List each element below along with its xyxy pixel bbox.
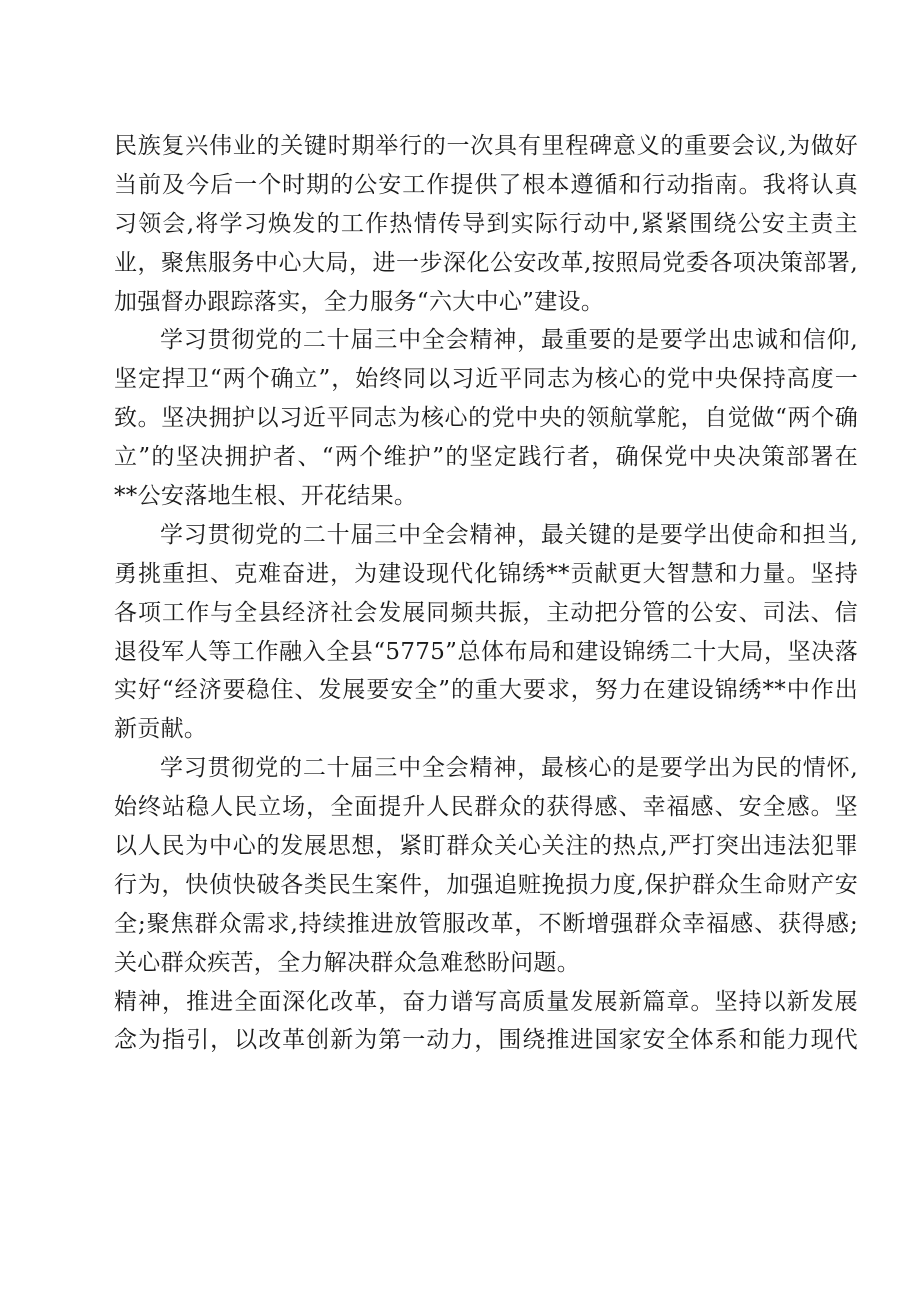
text-line: 业，聚焦服务中心大局，进一步深化公安改革,按照局党委各项决策部署, [114,249,858,276]
text-line: 当前及今后一个时期的公安工作提供了根本遵循和行动指南。我将认真 [114,171,858,198]
text-line: 习领会,将学习焕发的工作热情传导到实际行动中,紧紧围绕公安主责主 [114,210,858,237]
text-line: 念为指引，以改革创新为第一动力，围绕推进国家安全体系和能力现代 [114,1027,858,1054]
text-line: 新贡献。 [114,716,208,743]
body-text [114,127,858,1060]
text-line: 全;聚焦群众需求,持续推进放管服改革，不断增强群众幸福感、获得感; [114,910,858,937]
text-line: 立”的坚决拥护者、“两个维护”的坚定践行者，确保党中央决策部署在 [114,444,858,471]
text-line: 以人民为中心的发展思想，紧盯群众关心关注的热点,严打突出违法犯罪 [114,833,858,860]
text-line: **公安落地生根、开花结果。 [114,483,418,510]
text-line: 精神，推进全面深化改革，奋力谱写高质量发展新篇章。坚持以新发展 [114,988,858,1015]
text-line: 加强督办跟踪落实，全力服务“六大中心”建设。 [114,288,605,315]
text-line: 民族复兴伟业的关键时期举行的一次具有里程碑意义的重要会议,为做好 [114,133,858,159]
text-line: 始终站稳人民立场，全面提升人民群众的获得感、幸福感、安全感。坚 [114,794,858,821]
text-line: 学习贯彻党的二十届三中全会精神，最关键的是要学出使命和担当, [160,521,858,548]
text-line: 学习贯彻党的二十届三中全会精神，最重要的是要学出忠诚和信仰, [160,327,858,354]
text-line: 实好“经济要稳住、发展要安全”的重大要求，努力在建设锦绣**中作出 [114,677,858,704]
text-line: 坚定捍卫“两个确立”，始终同以习近平同志为核心的党中央保持高度一 [114,366,858,393]
text-line: 行为，快侦快破各类民生案件，加强追赃挽损力度,保护群众生命财产安 [114,871,858,898]
text-line: 各项工作与全县经济社会发展同频共振，主动把分管的公安、司法、信 [114,599,858,626]
text-line: 勇挑重担、克难奋进，为建设现代化锦绣**贡献更大智慧和力量。坚持 [114,560,858,587]
text-line: 致。坚决拥护以习近平同志为核心的党中央的领航掌舵，自觉做“两个确 [114,405,858,432]
text-line: 退役军人等工作融入全县“5775”总体布局和建设锦绣二十大局，坚决落 [114,638,858,665]
text-line: 关心群众疾苦，全力解决群众急难愁盼问题。 [114,949,580,976]
text-line: 学习贯彻党的二十届三中全会精神，最核心的是要学出为民的情怀, [160,755,858,782]
